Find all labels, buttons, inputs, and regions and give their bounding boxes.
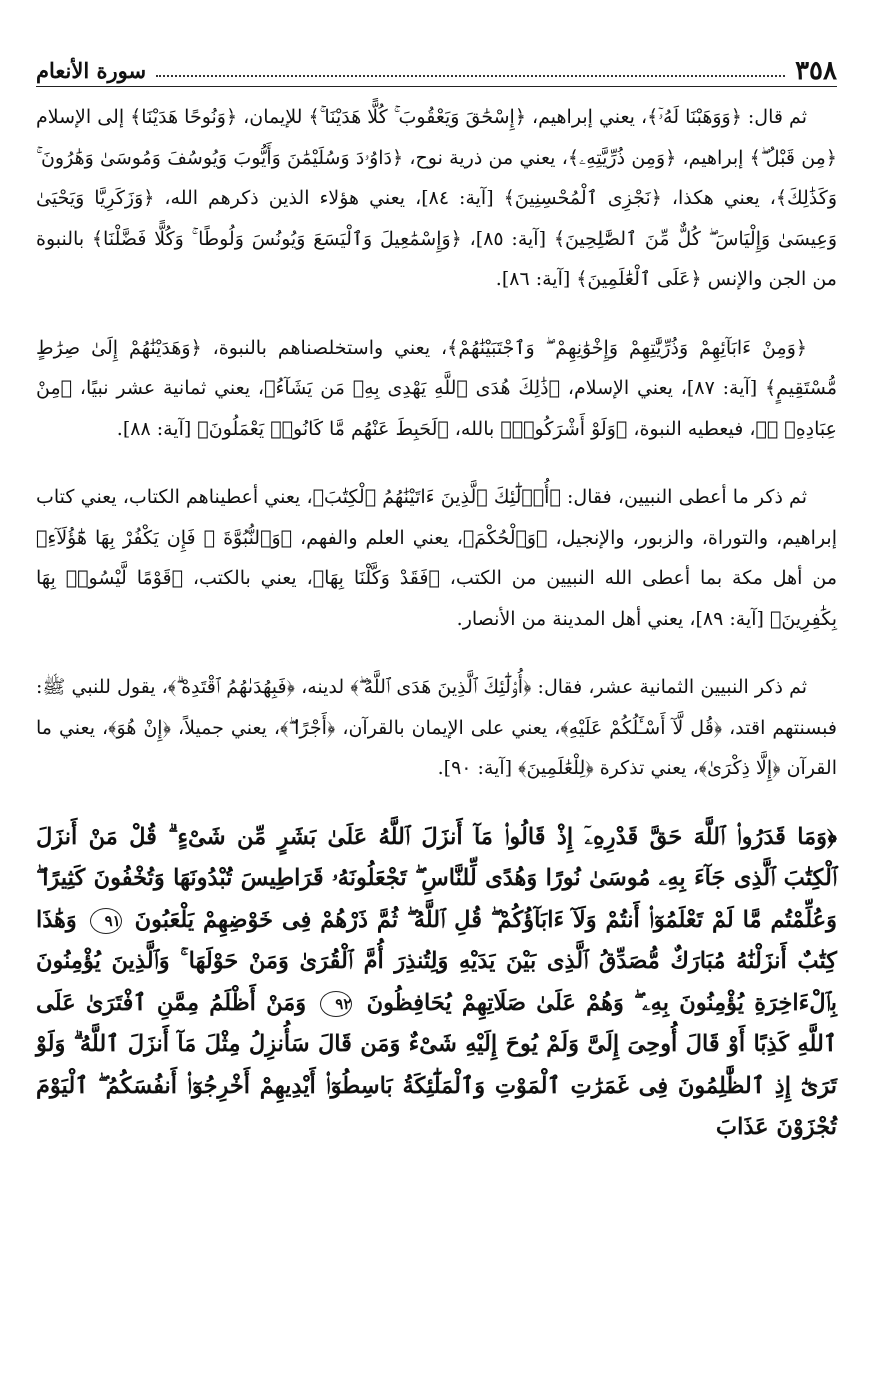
surah-title: سورة الأنعام — [36, 58, 147, 83]
verse-text: وَمَنْ أَظْلَمُ مِمَّنِ ٱفْتَرَىٰ عَلَى ٱللَّهِ كَذِبًا أَوْ قَالَ أُوحِىَ إِلَىَّ وَلَمْ يُوحَ إِلَيْهِ شَىْءٌ وَمَن قَالَ سَأُنزِلُ مِثْلَ مَآ أَنزَلَ ٱللَّهُ ۗ وَلَوْ تَرَىٰٓ إِذِ ٱلظَّٰلِمُونَ فِى غَمَرَٰتِ ٱلْمَوْتِ وَٱلْمَلَٰٓئِكَةُ بَاسِطُوٓا۟ أَيْدِيهِمْ أَخْرِجُوٓا۟ أَنفُسَكُمُ ۖ ٱلْيَوْمَ تُجْزَوْنَ عَذَابَ — [36, 989, 837, 1140]
verse-text: ﴿وَمَا قَدَرُوا۟ ٱللَّهَ حَقَّ قَدْرِهِۦٓ إِذْ قَالُوا۟ مَآ أَنزَلَ ٱللَّهُ عَلَىٰ بَشَرٍ مِّن شَىْءٍ ۗ قُلْ مَنْ أَنزَلَ ٱلْكِتَٰبَ ٱلَّذِى جَآءَ بِهِۦ مُوسَىٰ نُورًا وَهُدًى لِّلنَّاسِ ۖ تَجْعَلُونَهُۥ قَرَاطِيسَ تُبْدُونَهَا وَتُخْفُونَ كَثِيرًا ۖ وَعُلِّمْتُم مَّا لَمْ تَعْلَمُوٓا۟ أَنتُمْ وَلَآ ءَابَآؤُكُمْ ۖ قُلِ ٱللَّهُ ۖ ثُمَّ ذَرْهُمْ فِى خَوْضِهِمْ يَلْعَبُونَ — [36, 823, 837, 933]
commentary-paragraph: ﴿وَمِنْ ءَابَآئِهِمْ وَذُرِّيَّٰتِهِمْ وَإِخْوَٰنِهِمْ ۖ وَٱجْتَبَيْنَٰهُمْ﴾، يعني واستخلصناهم بالنبوة، ﴿وَهَدَيْنَٰهُمْ إِلَىٰ صِرَٰطٍ مُّسْتَقِيمٍ﴾ [آية: ٨٧]، يعني الإسلام، ﴿ذَٰلِكَ هُدَى ٱللَّهِ يَهْدِى بِهِۦ مَن يَشَآءُ﴾، يعني ثمانية عشر نبيًا، ﴿مِنْ عِبَادِهِۦ ۚ﴾، فيعطيه النبوة، ﴿وَلَوْ أَشْرَكُوا۟﴾ بالله، ﴿لَحَبِطَ عَنْهُم مَّا كَانُوا۟ يَعْمَلُونَ﴾ [آية: ٨٨]. — [36, 336, 837, 440]
page-number: ٣٥٨ — [795, 56, 837, 86]
quran-verses-block — [36, 817, 837, 1149]
page-header — [36, 52, 837, 87]
verse-number-marker: ٩٢ — [320, 991, 352, 1017]
verse-number-marker: ٩١ — [90, 908, 122, 934]
commentary-paragraph: ثم قال: ﴿وَوَهَبْنَا لَهُۥٓ﴾، يعني إبراهيم، ﴿إِسْحَٰقَ وَيَعْقُوبَ ۚ كُلًّا هَدَيْنَا ۚ﴾ للإيمان، ﴿وَنُوحًا هَدَيْنَا﴾ إلى الإسلام ﴿مِن قَبْلُ ۖ﴾ إبراهيم، ﴿وَمِن ذُرِّيَّتِهِۦ﴾، يعني من ذرية نوح، ﴿دَاوُۥدَ وَسُلَيْمَٰنَ وَأَيُّوبَ وَيُوسُفَ وَمُوسَىٰ وَهَٰرُونَ ۚ وَكَذَٰلِكَ﴾، يعني هكذا، ﴿نَجْزِى ٱلْمُحْسِنِينَ﴾ [آية: ٨٤]، يعني هؤلاء الذين ذكرهم الله، ﴿وَزَكَرِيَّا وَيَحْيَىٰ وَعِيسَىٰ وَإِلْيَاسَ ۖ كُلٌّ مِّنَ ٱلصَّٰلِحِينَ﴾ [آية: ٨٥]، ﴿وَإِسْمَٰعِيلَ وَٱلْيَسَعَ وَيُونُسَ وَلُوطًا ۚ وَكُلًّا فَضَّلْنَا﴾ بالنبوة من الجن والإنس ﴿عَلَى ٱلْعَٰلَمِينَ﴾ [آية: ٨٦]. — [36, 106, 838, 290]
header-dotted-leader — [156, 74, 785, 77]
commentary-paragraph: ثم ذكر ما أعطى النبيين، فقال: ﴿أُو۟لَٰٓئِكَ ٱلَّذِينَ ءَاتَيْنَٰهُمُ ٱلْكِتَٰبَ﴾، يعني أعطيناهم الكتاب، يعني كتاب إبراهيم، والتوراة، والزبور، والإنجيل، ﴿وَٱلْحُكْمَ﴾، يعني العلم والفهم، ﴿وَٱلنُّبُوَّةَ ۚ فَإِن يَكْفُرْ بِهَا هَٰٓؤُلَآءِ﴾ من أهل مكة بما أعطى الله النبيين من الكتب، ﴿فَقَدْ وَكَّلْنَا بِهَا﴾، يعني بالكتب، ﴿قَوْمًا لَّيْسُوا۟ بِهَا بِكَٰفِرِينَ﴾ [آية: ٨٩]، يعني أهل المدينة من الأنصار. — [36, 486, 837, 630]
commentary-paragraph: ثم ذكر النبيين الثمانية عشر، فقال: ﴿أُو۟لَٰٓئِكَ ٱلَّذِينَ هَدَى ٱللَّهُ ۖ﴾ لدينه، ﴿فَبِهُدَىٰهُمُ ٱقْتَدِهْ ۗ﴾، يقول للنبي ﷺ: فبسنتهم اقتد، ﴿قُل لَّآ أَسْـَٔلُكُمْ عَلَيْهِ﴾، يعني على الإيمان بالقرآن، ﴿أَجْرًا ۖ﴾، يعني جميلاً، ﴿إِنْ هُوَ﴾، يعني ما القرآن ﴿إِلَّا ذِكْرَىٰ﴾، يعني تذكرة ﴿لِلْعَٰلَمِينَ﴾ [آية: ٩٠]. — [36, 676, 837, 779]
verse-text: وَهَٰذَا كِتَٰبٌ أَنزَلْنَٰهُ مُبَارَكٌ مُّصَدِّقُ ٱلَّذِى بَيْنَ يَدَيْهِ وَلِتُنذِرَ أُمَّ ٱلْقُرَىٰ وَمَنْ حَوْلَهَا ۚ وَٱلَّذِينَ يُؤْمِنُونَ بِٱلْءَاخِرَةِ يُؤْمِنُونَ بِهِۦ ۖ وَهُمْ عَلَىٰ صَلَاتِهِمْ يُحَافِظُونَ — [36, 906, 838, 1016]
